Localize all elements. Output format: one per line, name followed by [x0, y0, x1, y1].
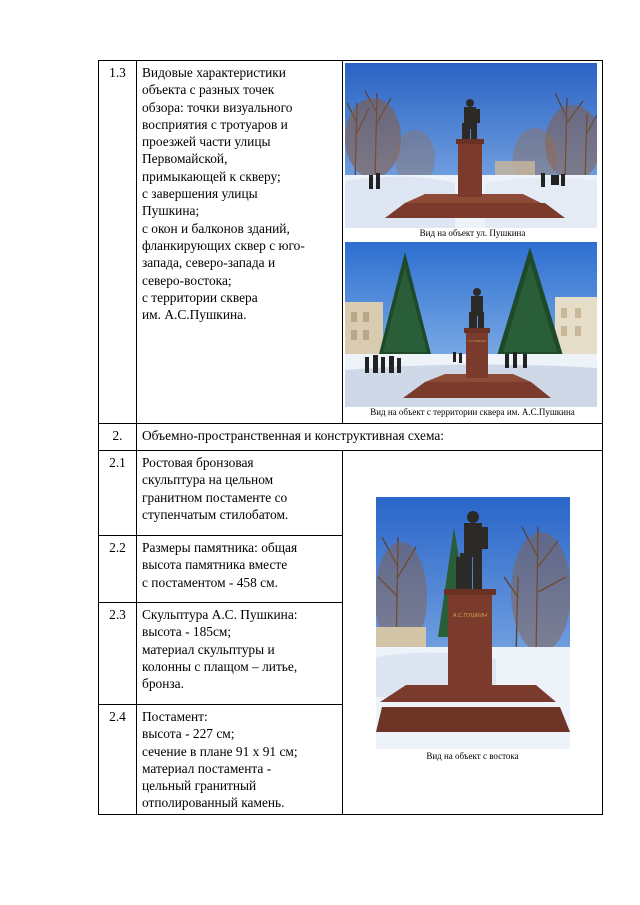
text-line: высота памятника вместе: [142, 557, 288, 573]
text-line: примыкающей к скверу;: [142, 168, 281, 184]
text-line: Видовые характеристики: [142, 65, 286, 80]
text-line: запада, северо-запада и: [142, 255, 276, 271]
text-line: Ростовая бронзовая: [142, 455, 254, 470]
text-line: высота - 227 см;: [142, 726, 235, 742]
text-line: материал скульптуры и: [142, 641, 275, 657]
pedestal-sign-text: А.С.ПУШКИН: [467, 339, 487, 343]
text-line: северо-востока;: [142, 272, 232, 288]
text-line: отполированный камень.: [142, 795, 285, 811]
text-line: высота - 185см;: [142, 624, 232, 640]
text-line: сечение в плане 91 х 91 см;: [142, 743, 298, 759]
photos-cell: [343, 61, 603, 424]
dimensions-description: [137, 536, 343, 603]
row-number: 2.: [99, 424, 137, 451]
monument-photo-street: [345, 63, 597, 228]
text-line: колонны с плащом – литье,: [142, 658, 298, 674]
row-number: 2.4: [99, 705, 137, 815]
monument-photo-east: [376, 497, 570, 749]
text-line: с территории сквера: [142, 289, 258, 305]
text-line: Постамент:: [142, 709, 208, 724]
row-2-1: [99, 451, 603, 536]
row-number: 2.3: [99, 603, 137, 705]
text-line: бронза.: [142, 676, 184, 692]
text-line: Пушкина;: [142, 203, 200, 219]
row-2: [99, 424, 603, 451]
row-1-3: [99, 61, 603, 424]
text-line: Скульптура А.С. Пушкина:: [142, 607, 298, 622]
east-photo-cell: [343, 451, 603, 815]
text-line: цельный гранитный: [142, 778, 257, 794]
text-line: проезжей части улицы: [142, 134, 271, 150]
row-number: 2.2: [99, 536, 137, 603]
row-number: 1.3: [99, 61, 137, 424]
section-title: Объемно-пространственная и конструктивная схема:: [137, 424, 603, 451]
text-line: с постаментом - 458 см.: [142, 574, 278, 590]
text-line: фланкирующих сквер с юго-: [142, 237, 305, 253]
text-line: объекта с разных точек: [142, 82, 275, 98]
document-table: [98, 60, 602, 815]
photo-caption: Вид на объект с территории сквера им. А.С.Пушкина: [370, 407, 575, 417]
text-line: им. А.С.Пушкина.: [142, 307, 247, 323]
text-line: с завершения улицы: [142, 186, 258, 202]
text-line: гранитном постаменте со: [142, 489, 288, 505]
photo-caption: Вид на объект с востока: [426, 751, 519, 761]
text-line: Размеры памятника: общая: [142, 540, 298, 555]
text-line: Первомайской,: [142, 151, 228, 167]
text-line: скульптура на цельном: [142, 472, 274, 488]
sculpture-description: [137, 451, 343, 536]
text-line: ступенчатым стилобатом.: [142, 506, 289, 522]
text-line: обзора: точки визуального: [142, 99, 293, 115]
view-characteristics-text: [137, 61, 343, 424]
photo-caption: Вид на объект ул. Пушкина: [419, 228, 526, 238]
text-line: с окон и балконов зданий,: [142, 220, 290, 236]
pedestal-plaque-text: А.С.ПУШКИН: [452, 613, 488, 619]
text-line: материал постамента -: [142, 760, 272, 776]
pedestal-description: [137, 705, 343, 815]
text-line: восприятия с тротуаров и: [142, 116, 288, 132]
sculpture-material-description: [137, 603, 343, 705]
monument-photo-square: [345, 242, 597, 407]
row-number: 2.1: [99, 451, 137, 536]
